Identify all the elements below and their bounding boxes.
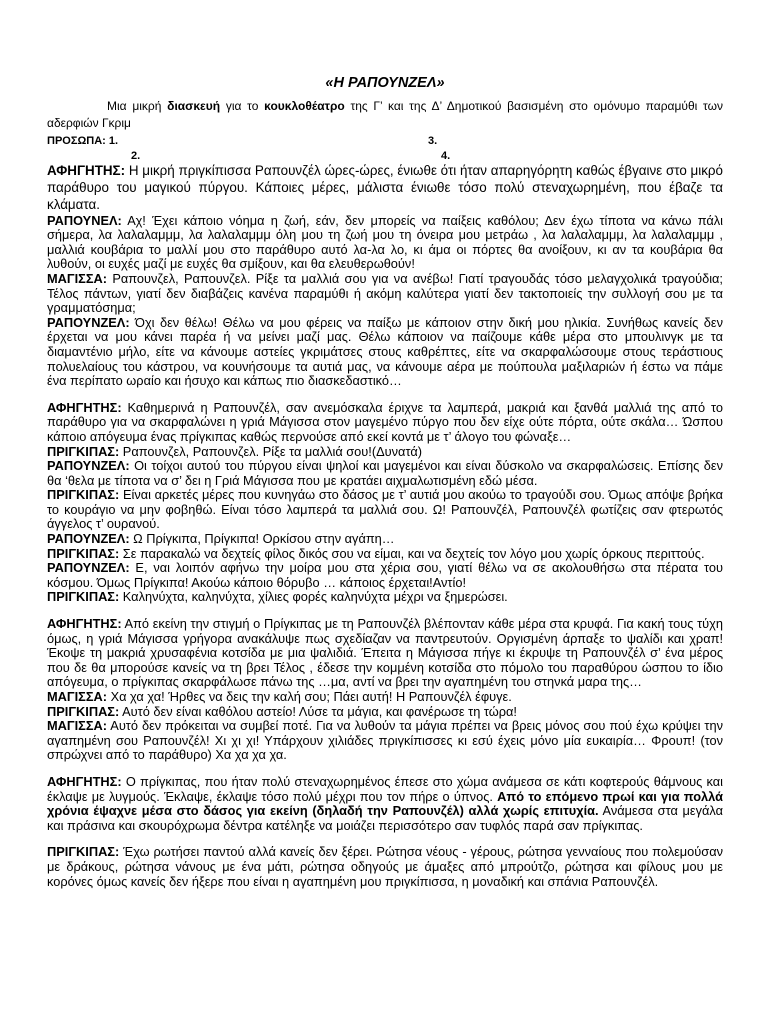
speaker-name: ΠΡΙΓΚΙΠΑΣ: bbox=[47, 589, 120, 605]
dialogue-line bbox=[47, 272, 723, 316]
dialogue-line bbox=[47, 590, 723, 605]
speech-text: Όχι δεν θέλω! Θέλω να μου φέρεις να παίξω με κάποιον στην δική μου ηλικία. Συνήθως κανείς δεν έρχεται να μου κάνει παρέα ή να μείνει μαζί μας. Θέλω κάποιον να παίζουμε κάθε μέρα στο μπουλινγκ με τα διαμαντένιο μήλο, είτε να κάνουμε αστείες γκριμάτσες στους καθρέπτες, είτε να σκαρφαλώσουμε στους τεράστιους πολυελαίους του κάστρου, να κουνήσουμε τα αυτιά μας, να κάνουμε αέρα με πούπουλα μαξιλαριών ή έστω να πάμε ένα περίπατο ωραίο και ήσυχο και κάπως πιο διασκεδαστικό… bbox=[47, 314, 723, 389]
speech-text: Αυτό δεν είναι καθόλου αστείο! Λύσε τα μάγια, και φανέρωσε τη τώρα! bbox=[119, 703, 517, 719]
speech-text: Χα χα χα! Ήρθες να δεις την καλή σου; Πάει αυτή! Η Ραπουνζέλ έφυγε. bbox=[107, 689, 512, 705]
intro-paragraph bbox=[47, 98, 723, 132]
speaker-name: ΜΑΓΙΣΣΑ: bbox=[47, 689, 108, 705]
intro-text-3: της Γ’ και της Δ’ Δημοτικού βασισμένη στο ομόνυμο παραμύθι των αδερφιών Γκριμ bbox=[47, 99, 723, 130]
person-3: 3. bbox=[428, 135, 438, 147]
document-title: «Η ΡΑΠΟΥΝΖΕΛ» bbox=[325, 75, 445, 91]
speech-text: Ραπουνζελ, Ραπουνζελ. Ρίξε τα μαλλιά σου για να ανέβω! Γιατί τραγουδάς τόσο μελαγχολικά τραγούδια; Τέλος πάντων, γιατί δεν διαβάζεις κανένα παραμύθι ή ακόμη καλύτερα γιατί δεν τακτοποιείς την συλλογή σου με τα γραμματόσημα; bbox=[47, 270, 723, 316]
speech-text: Ραπουνζελ, Ραπουνζελ. Ρίξε τα μαλλιά σου!(Δυνατά) bbox=[119, 443, 422, 459]
dialogue-line bbox=[47, 561, 723, 590]
speech-text: Ε, ναι λοιπόν αφήνω την μοίρα μου στα χέρια σου, γιατί θέλω να σε ακολουθήσω στα πέρατα του κόσμου. Όμως Πρίγκιπα! Ακούω κάποιο θόρυβο … κάποιος έρχεται!Αντίο! bbox=[47, 560, 723, 590]
speaker-name: ΠΡΙΓΚΙΠΑΣ: bbox=[47, 545, 120, 561]
dialogue-line bbox=[47, 488, 723, 532]
speaker-name: ΡΑΠΟΥΝΖΕΛ: bbox=[47, 531, 130, 547]
intro-text-2: για το bbox=[220, 99, 265, 113]
speaker-name: ΑΦΗΓΗΤΗΣ: bbox=[47, 773, 122, 789]
speaker-name: ΜΑΓΙΣΣΑ: bbox=[47, 718, 108, 734]
dialogue-line bbox=[47, 845, 723, 889]
intro-bold-1: διασκευή bbox=[167, 99, 221, 113]
speaker-name: ΑΦΗΓΗΤΗΣ: bbox=[47, 163, 126, 178]
dialogue bbox=[47, 162, 723, 889]
dialogue-line bbox=[47, 690, 723, 705]
dialogue-line bbox=[47, 719, 723, 763]
speaker-name: ΜΑΓΙΣΣΑ: bbox=[47, 270, 108, 286]
intro-text-1: Μια μικρή bbox=[107, 99, 168, 113]
speaker-name: ΠΡΙΓΚΙΠΑΣ: bbox=[47, 443, 120, 459]
document-page bbox=[47, 74, 723, 889]
dialogue-line bbox=[47, 547, 723, 562]
speech-text: Ο πρίγκιπας, που ήταν πολύ στεναχωρημένος έπεσε στο χώμα ανάμεσα σε κάτι κοφτερούς θάμνους και έκλαψε με λυγμούς. Έκλαψε, έκλαψε τόσο πολύ μέχρι που τον πήρε ο ύπνος. bbox=[47, 773, 723, 804]
speech-text: Αυτό δεν πρόκειται να συμβεί ποτέ. Για να λυθούν τα μάγια πρέπει να βρεις μόνος σου πού έχω κρύψει την αγαπημένη σου Ραπουνζέλ! Χι χι χι! Υπάρχουν χιλιάδες πριγκίπισσες κι εσύ έχεις μόνο μία ευκαιρία… Φρουπ! (τον σπρώχνει από το παράθυρο) Χα χα χα χα. bbox=[47, 718, 723, 763]
speaker-name: ΑΦΗΓΗΤΗΣ: bbox=[47, 616, 122, 632]
speaker-name: ΠΡΙΓΚΙΠΑΣ: bbox=[47, 703, 120, 719]
speech-text: Είναι αρκετές μέρες που κυνηγάω στο δάσος με τ’ αυτιά μου ακούω το τραγούδι σου. Όμως απόψε βρήκα το κουράγιο να μην φοβηθώ. Είναι τόσο λαμπερά τα μαλλιά σου. Ω! Ραπουνζέλ, Ραπουνζέλ φωτίζεις σαν φτερωτός άγγελος τ’ ουρανού. bbox=[47, 487, 723, 532]
person-4: 4. bbox=[441, 150, 451, 162]
dialogue-line bbox=[47, 162, 723, 214]
dialogue-line bbox=[47, 617, 723, 690]
persons-list bbox=[47, 134, 723, 162]
dialogue-line bbox=[47, 775, 723, 833]
dialogue-line bbox=[47, 532, 723, 547]
speaker-name: ΡΑΠΟΥΝΕΛ: bbox=[47, 212, 122, 228]
speech-text: Από εκείνη την στιγμή ο Πρίγκιπας με τη Ραπουνζέλ βλέπονταν κάθε μέρα στα κρυφά. Για κακή τους τύχη όμως, η γριά Μάγισσα γρήγορα ανακάλυψε πως σχεδίαζαν να παντρευτούν. Οργισμένη άρπαξε το ψαλίδι και χραπ! Έκοψε τη μακριά χρυσαφένια κοτσίδα με μια ψαλιδιά. Έπειτα η Μάγισσα πήγε κι έκρυψε τη Ραπουνζέλ σ’ ένα μέρος που δε θα μπορούσε κανείς να τη βρει Τέλος , έδεσε την κομμένη κοτσίδα στο πόμολο του παραθύρου ώσπου το ίδιο απόγευμα, ο πρίγκιπας σκαρφάλωσε πάνω της …μα, αντί να βρει την αγαπημένη του στηνκά μαρα της… bbox=[47, 616, 723, 690]
speech-text: Η μικρή πριγκίπισσα Ραπουνζέλ ώρες-ώρες, ένιωθε ότι ήταν απαρηγόρητη καθώς έβγαινε στο μικρό παράθυρο του μαγικού πύργου. Κάποιες μέρες, μάλιστα ένιωθε τόσο πολύ στεναχωρημένη, που έβαζε τα κλάματα. bbox=[47, 163, 723, 213]
dialogue-line bbox=[47, 316, 723, 389]
speaker-name: ΑΦΗΓΗΤΗΣ: bbox=[47, 399, 122, 415]
speech-text: Έχω ρωτήσει παντού αλλά κανείς δεν ξέρει. Ρώτησα νέους - γέρους, ρώτησα γενναίους που πολεμούσαν με δράκους, ρώτησα νάνους με ένα μάτι, ρώτησα οδηγούς με άμαξες από μπρούτζο, ρώτησα και φίλους μου με κορόνες όμως κανείς δεν ήξερε που είναι η αγαπημένη μου πριγκίπισσα, η μοναδική και σπάνια Ραπουνζέλ. bbox=[47, 844, 723, 889]
persons-label: ΠΡΟΣΩΠΑ: 1. bbox=[47, 135, 119, 147]
speaker-name: ΡΑΠΟΥΝΖΕΛ: bbox=[47, 314, 130, 330]
dialogue-line bbox=[47, 214, 723, 272]
speech-text: Αχ! Έχει κάποιο νόημα η ζωή, εάν, δεν μπορείς να παίξεις καθόλου; Δεν έχω τίποτα να κάνω πάλι σήμερα, λα λαλαλαμμμ, λα λαλαλαμμμ όλη μου τη ζωή μου τη όνειρα μου μετράω , λα λαλαλαμμμ, λα λαλαλαμμμ , μαλλιά κουβάρια το μαλλί μου στο παράθυρο αυτό λα-λα λο, κι άμα οι πόρτες θα ανοίξουν, κι αν τα κουβάρια θα λυθούν, οι ευχές μαζί με ευχές θα σμίξουν, και θα ελευθερωθούν! bbox=[47, 212, 723, 272]
speaker-name: ΡΑΠΟΥΝΖΕΛ: bbox=[47, 458, 130, 474]
speech-text: Καληνύχτα, καληνύχτα, χίλιες φορές καληνύχτα μέχρι να ξημερώσει. bbox=[119, 589, 508, 605]
person-2: 2. bbox=[131, 150, 141, 162]
speaker-name: ΠΡΙΓΚΙΠΑΣ: bbox=[47, 487, 120, 503]
intro-bold-2: κουκλοθέατρο bbox=[264, 99, 345, 113]
emphasized-text: Από το επόμενο πρωί και για πολλά χρόνια έψαχνε μέσα στο δάσος για εκείνη (δηλαδή την Ραπουνζέλ) αλλά χωρίς επιτυχία. bbox=[47, 788, 724, 819]
dialogue-line bbox=[47, 401, 723, 445]
dialogue-line bbox=[47, 445, 723, 460]
speaker-name: ΡΑΠΟΥΝΖΕΛ: bbox=[47, 560, 130, 576]
speech-text-continued: Ανάμεσα στα μεγάλα και πράσινα και σκουρόχρωμα δέντρα κατέληξε να μοιάζει περισσότερο σαν τυφλός παρά σαν πρίγκιπας. bbox=[47, 803, 723, 833]
speech-text: Οι τοίχοι αυτού του πύργου είναι ψηλοί και μαγεμένοι και είναι δύσκολο να σκαρφαλώσεις. Επίσης δεν θα ‘θελα με τίποτα να σ’ δει η Γριά Μάγισσα που με κρατάει αιχμαλωτισμένη εδώ μέσα. bbox=[47, 458, 723, 488]
speech-text: Καθημερινά η Ραπουνζέλ, σαν ανεμόσκαλα έριχνε τα λαμπερά, μακριά και ξανθά μαλλιά της από το παράθυρο για να σκαρφαλώνει η γριά Μάγισσα στον μαγεμένο πύργο που δεν είχε ούτε πόρτα, ούτε σκάλα… Ώσπου κάποιο απόγευμα ένας πρίγκιπας καθώς περνούσε από εκεί κοντά με τ’ άλογο του φώναξε… bbox=[47, 399, 723, 444]
dialogue-line bbox=[47, 705, 723, 720]
speaker-name: ΠΡΙΓΚΙΠΑΣ: bbox=[47, 844, 120, 860]
dialogue-line bbox=[47, 459, 723, 488]
speech-text: Ω Πρίγκιπα, Πρίγκιπα! Ορκίσου στην αγάπη… bbox=[129, 531, 395, 547]
speech-text: Σε παρακαλώ να δεχτείς φίλος δικός σου να είμαι, και να δεχτείς τον λόγο μου χωρίς όρκους περιττούς. bbox=[119, 545, 705, 561]
